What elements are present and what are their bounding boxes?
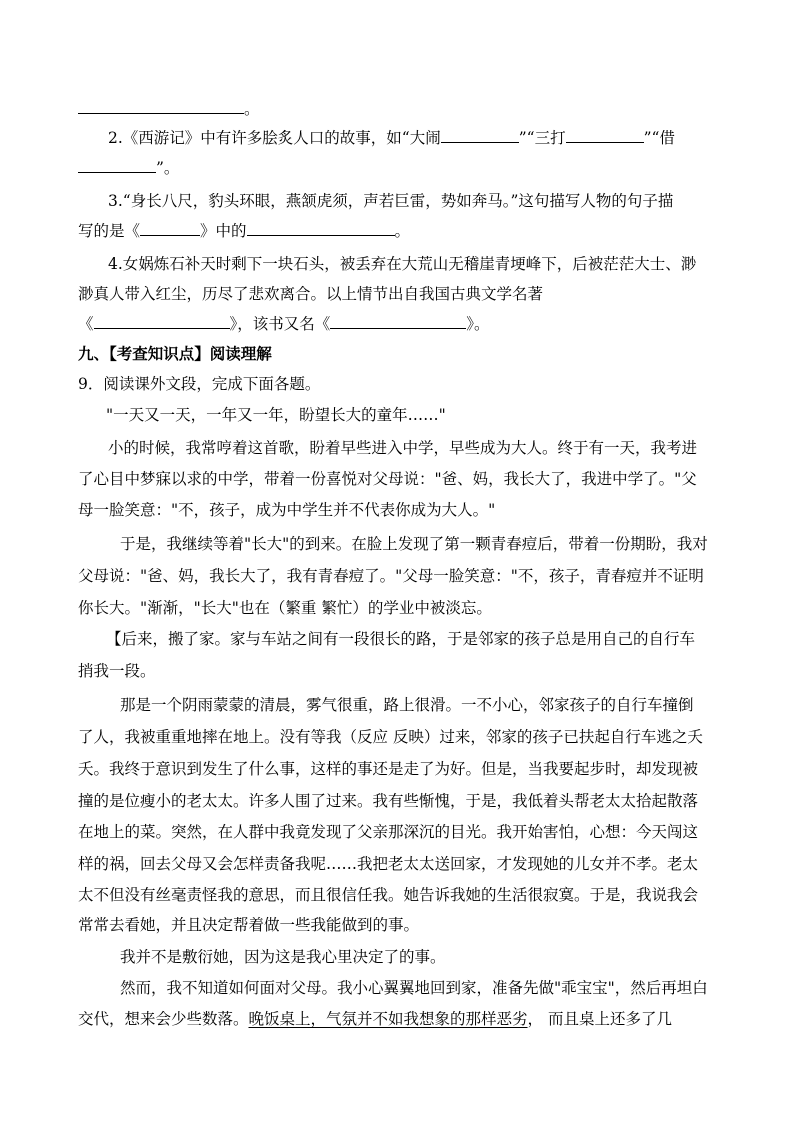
passage-p4-line-5: 在地上的菜。突然，在人群中我竟发现了父亲那深沉的目光。我开始害怕，心想：今天闯这 (78, 823, 699, 841)
question-3-line-2: 写的是《 》中的 。 (78, 222, 411, 240)
question-4-line-2: 渺真人带入红尘，历尽了悲欢离合。以上情节出自我国古典文学名著 (78, 285, 544, 303)
answer-blank[interactable] (94, 313, 230, 329)
passage-p6-line-2: 交代，想来会少些数落。晚饭桌上，气氛并不如我想象的那样恶劣， 而且桌上还多了几 (78, 1010, 672, 1028)
question-4-line-3: 《 》，该书又名《 》。 (78, 315, 490, 333)
answer-blank[interactable] (441, 127, 519, 143)
passage-p2-line-2: 父母说："爸、妈，我长大了，我有青春痘了。"父母一脸笑意："不，孩子，青春痘并不证明 (78, 567, 704, 585)
passage-p1-line-3: 母一脸笑意："不，孩子，成为中学生并不代表你成为大人。" (78, 501, 496, 519)
passage-song-quote: "一天又一天，一年又一年，盼望长大的童年……" (106, 406, 446, 424)
passage-p4-line-2: 了人，我被重重地摔在地上。没有等我（反应 反映）过来，邻家的孩子已扶起自行车逃之夭 (78, 728, 703, 746)
question-4-line-1: 4.女娲炼石补天时剩下一块石头，被丢弃在大荒山无稽崖青埂峰下，后被茫茫大士、渺 (108, 255, 697, 273)
answer-blank[interactable] (330, 313, 466, 329)
underlined-sentence: 晚饭桌上，气氛并不如我想象的那样恶劣 (248, 1010, 528, 1028)
passage-p3-line-2: 捎我一段。 (78, 662, 156, 680)
answer-blank[interactable] (566, 127, 644, 143)
answer-blank[interactable] (140, 220, 200, 236)
answer-blank[interactable] (78, 157, 156, 173)
passage-p1-line-1: 小的时候，我常哼着这首歌，盼着早些进入中学，早些成为大人。终于有一天，我考进 (108, 439, 698, 457)
section-heading: 九、【考查知识点】阅读理解 (78, 345, 272, 363)
question-9-prompt: 9．阅读课外文段，完成下面各题。 (78, 375, 321, 393)
passage-p6-line-1: 然而，我不知道如何面对父母。我小心翼翼地回到家，准备先做"乖宝宝"，然后再坦白 (120, 979, 708, 997)
answer-blank[interactable] (247, 220, 395, 236)
passage-p4-line-7: 太不但没有丝毫责怪我的意思，而且很信任我。她告诉我她的生活很寂寞。于是，我说我会 (78, 886, 699, 904)
passage-p2-line-1: 于是，我继续等着"长大"的到来。在脸上发现了第一颗青春痘后，带着一份期盼，我对 (120, 535, 708, 553)
passage-p4-line-4: 撞的是位瘦小的老太太。许多人围了过来。我有些惭愧，于是，我低着头帮老太太拾起散落 (78, 792, 699, 810)
passage-p4-line-3: 夭。我终于意识到发生了什么事，这样的事还是走了为好。但是，当我要起步时，却发现被 (78, 760, 699, 778)
passage-p4-line-6: 样的祸，回去父母又会怎样责备我呢……我把老太太送回家，才发现她的儿女并不孝。老太 (78, 855, 699, 873)
passage-p4-line-8: 常常去看她，并且决定帮着做一些我能做到的事。 (78, 916, 420, 934)
q1-answer-line: 。 (78, 98, 260, 120)
question-2-line-1: 2.《西游记》中有许多脍炙人口的故事，如“大闹 ”“三打 ”“借 (108, 129, 675, 147)
question-3-line-1: 3.“身长八尺，豹头环眼，燕颔虎须，声若巨雷，势如奔马。”这句描写人物的句子描 (108, 192, 674, 210)
question-2-line-2: ”。 (78, 157, 179, 179)
passage-p2-line-3: 你长大。"渐渐，"长大"也在（繁重 繁忙）的学业中被淡忘。 (78, 599, 492, 617)
answer-blank[interactable] (78, 98, 244, 114)
passage-p1-line-2: 了心目中梦寐以求的中学，带着一份喜悦对父母说："爸、妈，我长大了，我进中学了。"父 (78, 470, 697, 488)
passage-p5: 我并不是敷衍她，因为这是我心里决定了的事。 (120, 948, 446, 966)
passage-p3-line-1: 【后来，搬了家。家与车站之间有一段很长的路，于是邻家的孩子总是用自己的自行车 (106, 630, 696, 648)
passage-p4-line-1: 那是一个阴雨蒙蒙的清晨，雾气很重，路上很滑。一不小心，邻家孩子的自行车撞倒 (120, 696, 694, 714)
